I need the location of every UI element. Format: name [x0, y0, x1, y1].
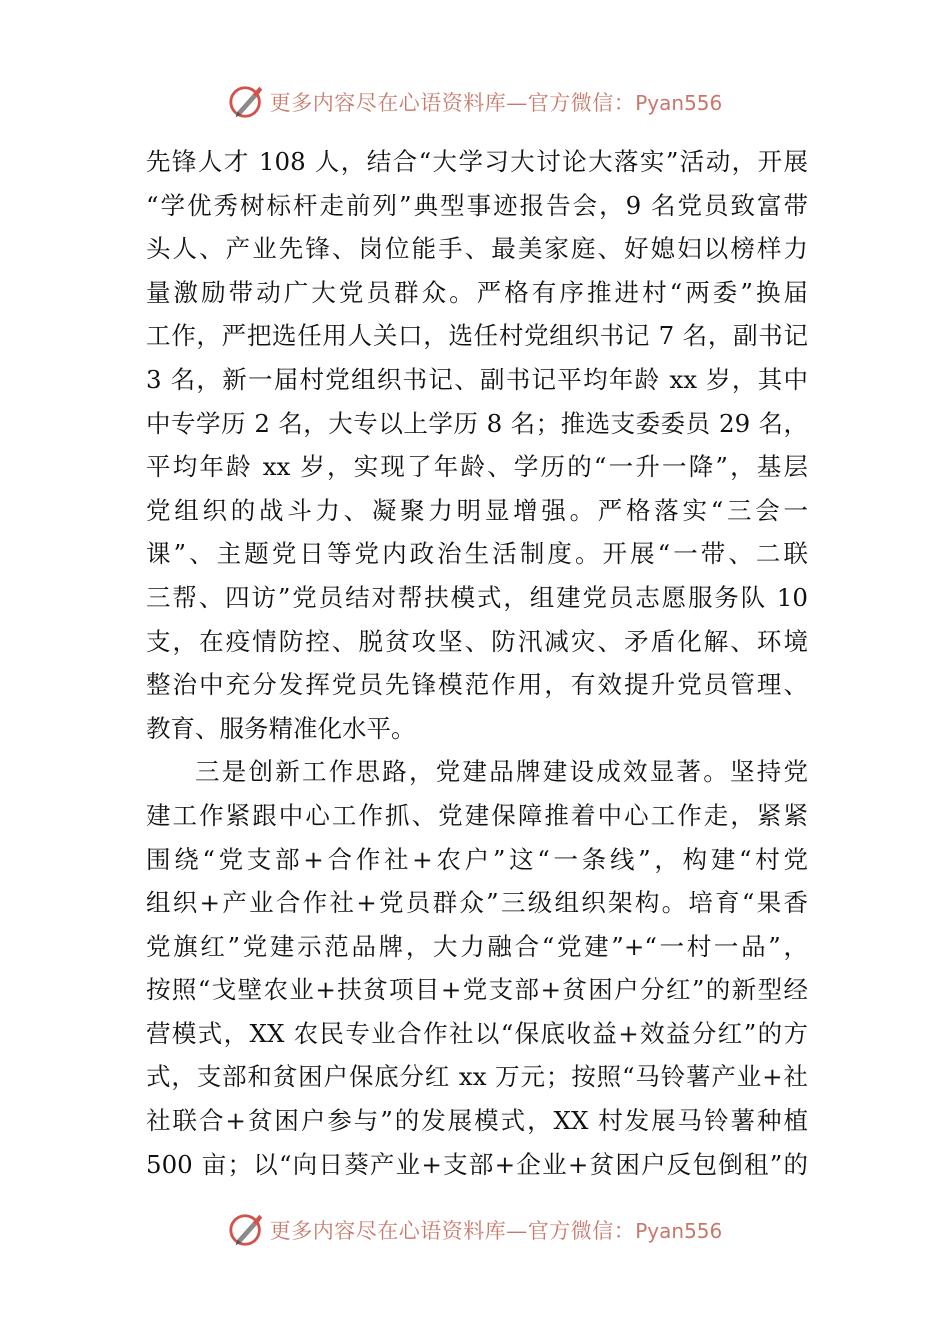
text-line: “学优秀树标杆走前列”典型事迹报告会，9 名党员致富带 — [146, 190, 808, 220]
document-body — [146, 140, 808, 1186]
text-line: 工作，严把选任用人关口，选任村党组织书记 7 名，副书记 — [146, 321, 808, 351]
header-banner — [0, 82, 950, 122]
text-line: 党旗红”党建示范品牌，大力融合“党建”+“一村一品”， — [146, 931, 808, 961]
text-line: 建工作紧跟中心工作抓、党建保障推着中心工作走，紧紧 — [146, 800, 808, 830]
text-line: 量激励带动广大党员群众。严格有序推进村“两委”换届 — [146, 277, 808, 307]
text-line: 3 名，新一届村党组织书记、副书记平均年龄 xx 岁，其中 — [146, 364, 808, 394]
text-line: 围绕“党支部+合作社+农户”这“一条线”，构建“村党 — [146, 844, 808, 874]
text-line: 三帮、四访”党员结对帮扶模式，组建党员志愿服务队 10 — [146, 582, 808, 612]
text-line: 社联合+贫困户参与”的发展模式，XX 村发展马铃薯种植 — [146, 1106, 808, 1136]
text-line: 头人、产业先锋、岗位能手、最美家庭、好媳妇以榜样力 — [146, 234, 808, 264]
footer-banner — [0, 1210, 950, 1250]
text-line: 营模式，XX 农民专业合作社以“保底收益+效益分红”的方 — [146, 1018, 808, 1048]
text-line: 平均年龄 xx 岁，实现了年龄、学历的“一升一降”，基层 — [146, 452, 808, 482]
text-line: 党组织的战斗力、凝聚力明显增强。严格落实“三会一 — [146, 495, 808, 525]
text-line: 教育、服务精准化水平。 — [146, 713, 416, 743]
pen-circle-logo-icon — [228, 1211, 266, 1249]
paragraph-start-line: 三是创新工作思路，党建品牌建设成效显著。坚持党 — [195, 757, 808, 787]
text-line: 中专学历 2 名，大专以上学历 8 名；推选支委委员 29 名， — [146, 408, 808, 438]
text-line: 组织+产业合作社+党员群众”三级组织架构。培育“果香 — [146, 888, 808, 918]
text-line: 按照“戈壁农业+扶贫项目+党支部+贫困户分红”的新型经 — [146, 975, 808, 1005]
text-line: 式，支部和贫困户保底分红 xx 万元；按照“马铃薯产业+社 — [146, 1062, 808, 1092]
text-line: 整治中充分发挥党员先锋模范作用，有效提升党员管理、 — [146, 670, 808, 700]
pen-circle-logo-icon — [228, 83, 266, 121]
header-banner-text: 更多内容尽在心语资料库—官方微信：Pyan556 — [269, 91, 723, 115]
text-line: 先锋人才 108 人，结合“大学习大讨论大落实”活动，开展 — [146, 147, 808, 176]
footer-banner-text: 更多内容尽在心语资料库—官方微信：Pyan556 — [269, 1219, 723, 1243]
text-line: 课”、主题党日等党内政治生活制度。开展“一带、二联 — [146, 539, 808, 569]
text-line: 500 亩；以“向日葵产业+支部+企业+贫困户反包倒租”的 — [146, 1149, 808, 1179]
text-line: 支，在疫情防控、脱贫攻坚、防汛减灾、矛盾化解、环境 — [146, 626, 808, 656]
